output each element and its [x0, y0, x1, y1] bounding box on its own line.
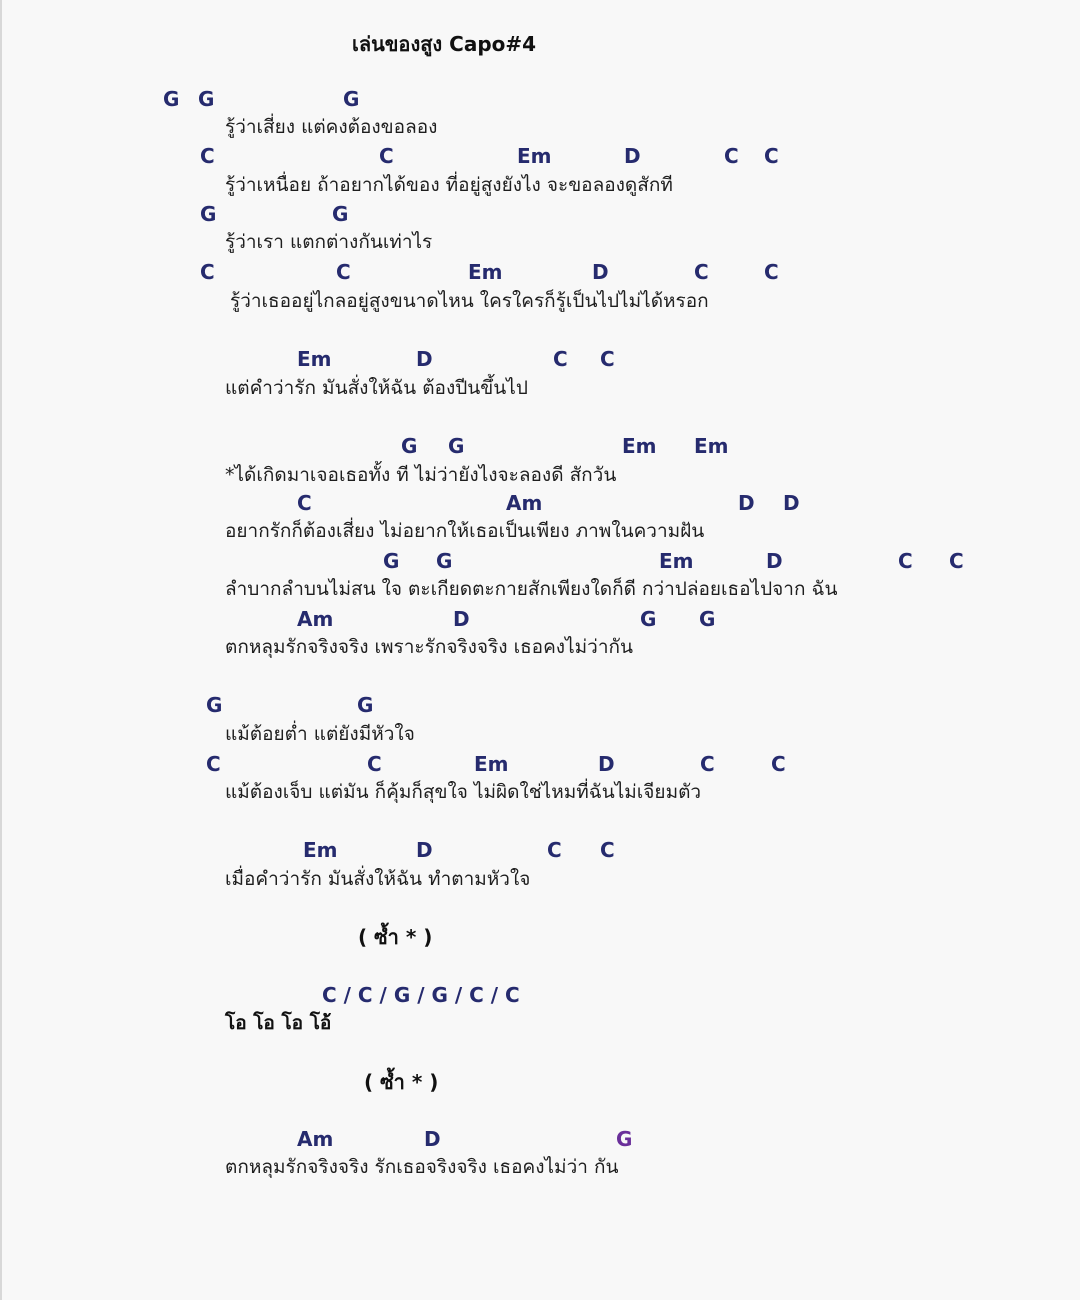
chord: Em: [303, 838, 338, 862]
chord: Em: [468, 260, 503, 284]
repeat-marker: ( ซ้ำ * ): [364, 1070, 439, 1094]
chord: C: [553, 347, 568, 371]
chord: G: [699, 607, 716, 631]
page-edge: [0, 0, 2, 1300]
lyric-line: แต่คำว่ารัก มันสั่งให้ฉัน ต้องปีนขึ้นไป: [225, 377, 528, 399]
lyric-line: เมื่อคำว่ารัก มันสั่งให้ฉัน ทำตามหัวใจ: [225, 868, 531, 890]
chord: Em: [297, 347, 332, 371]
chord: C: [600, 347, 615, 371]
lyric-line: ตกหลุมรักจริงจริง รักเธอจริงจริง เธอคงไม่ว่า กัน: [225, 1156, 619, 1178]
chord: D: [738, 491, 755, 515]
chord: C: [764, 260, 779, 284]
chord-progression: C / C / G / G / C / C: [322, 983, 520, 1007]
chord: G: [448, 434, 465, 458]
lyric-line: แม้ต้อยต่ำ แต่ยังมีหัวใจ: [225, 723, 415, 745]
chord: C: [200, 260, 215, 284]
chord: C: [367, 752, 382, 776]
chord: C: [700, 752, 715, 776]
chord: D: [424, 1127, 441, 1151]
lyric-line: รู้ว่าเสี่ยง แต่คงต้องขอลอง: [225, 116, 438, 138]
chord: D: [416, 838, 433, 862]
chord: D: [453, 607, 470, 631]
chord: C: [336, 260, 351, 284]
chord: C: [949, 549, 964, 573]
lyric-line: รู้ว่าเรา แตกต่างกันเท่าไร: [225, 231, 433, 253]
repeat-marker: ( ซ้ำ * ): [358, 925, 433, 949]
chord: D: [416, 347, 433, 371]
chord: Em: [659, 549, 694, 573]
song-title: เล่นของสูง Capo#4: [352, 32, 537, 56]
chord: G: [436, 549, 453, 573]
lyric-line: *ได้เกิดมาเจอเธอทั้ง ที ไม่ว่ายังไงจะลองดี สักวัน: [225, 464, 617, 486]
chord: Em: [622, 434, 657, 458]
chord: C: [379, 144, 394, 168]
chord: G: [332, 202, 349, 226]
chord: D: [766, 549, 783, 573]
chord: C: [200, 144, 215, 168]
chord: D: [592, 260, 609, 284]
chord: C: [764, 144, 779, 168]
chord: C: [297, 491, 312, 515]
chord: Am: [297, 607, 334, 631]
chord: G: [343, 87, 360, 111]
chord: Em: [694, 434, 729, 458]
chord: G: [357, 693, 374, 717]
chord: C: [694, 260, 709, 284]
chord: G: [200, 202, 217, 226]
chord: Em: [474, 752, 509, 776]
chord: G: [383, 549, 400, 573]
chord: C: [724, 144, 739, 168]
chord: G: [616, 1127, 633, 1151]
chord: D: [624, 144, 641, 168]
chord: Am: [297, 1127, 334, 1151]
lyric-line: แม้ต้องเจ็บ แต่มัน ก็คุ้มก็สุขใจ ไม่ผิดใช่ไหมที่ฉันไม่เจียมตัว: [225, 781, 702, 803]
chord: G: [198, 87, 215, 111]
chord: G: [640, 607, 657, 631]
lyric-line: ตกหลุมรักจริงจริง เพราะรักจริงจริง เธอคงไม่ว่ากัน: [225, 636, 633, 658]
chord: C: [206, 752, 221, 776]
lyric-line: รู้ว่าเธออยู่ไกลอยู่สูงขนาดไหน ใครใครก็รู้เป็นไปไม่ได้หรอก: [230, 290, 709, 312]
chord: C: [600, 838, 615, 862]
lyric-line: อยากรักก็ต้องเสี่ยง ไม่อยากให้เธอเป็นเพียง ภาพในความฝัน: [225, 520, 705, 542]
chord: Am: [506, 491, 543, 515]
chord: Em: [517, 144, 552, 168]
chord: C: [547, 838, 562, 862]
chord: G: [206, 693, 223, 717]
chord: G: [163, 87, 180, 111]
chord: D: [783, 491, 800, 515]
chord: C: [771, 752, 786, 776]
chord: C: [898, 549, 913, 573]
lyric-line: โอ โอ โอ โอ้: [225, 1012, 332, 1034]
chord: G: [401, 434, 418, 458]
chord: D: [598, 752, 615, 776]
lyric-line: รู้ว่าเหนื่อย ถ้าอยากได้ของ ที่อยู่สูงยังไง จะขอลองดูสักที: [225, 174, 673, 196]
lyric-line: ลำบากลำบนไม่สน ใจ ตะเกียดตะกายสักเพียงใดก็ดี กว่าปล่อยเธอไปจาก ฉัน: [225, 578, 838, 600]
